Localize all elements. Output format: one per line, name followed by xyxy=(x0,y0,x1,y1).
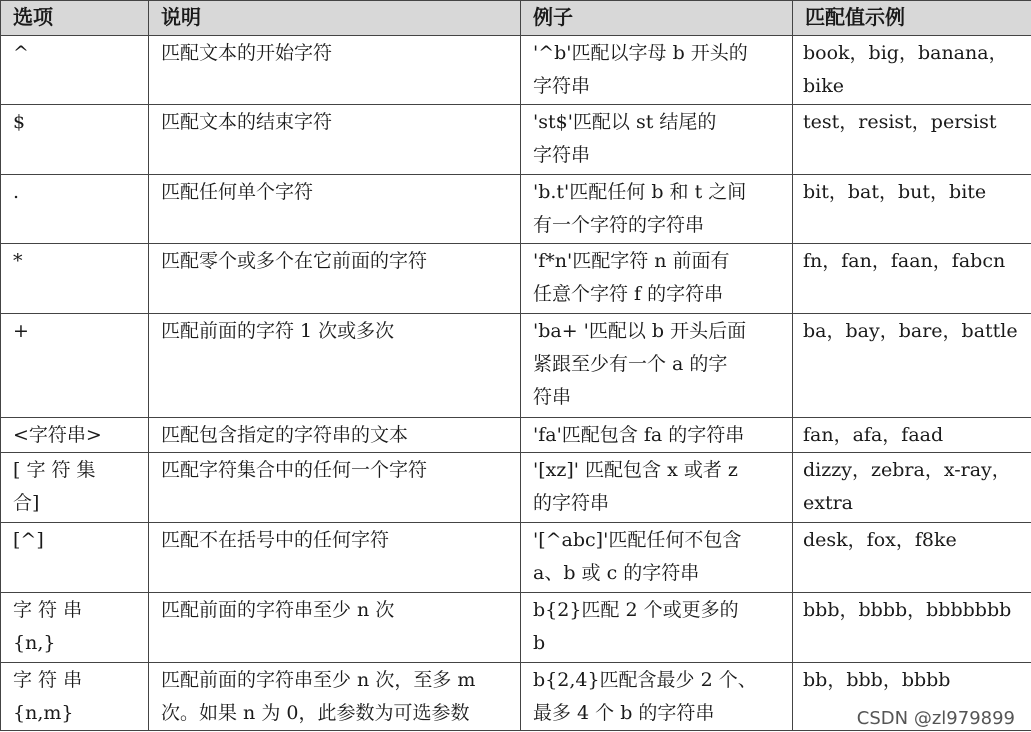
description-cell xyxy=(149,244,521,314)
cell-line: 匹配零个或多个在它前面的字符 xyxy=(161,250,428,272)
cell-line: $ xyxy=(13,111,26,133)
cell-line: b{2,4}匹配含最少 2 个、 xyxy=(533,669,757,691)
description-cell xyxy=(149,36,521,105)
description-cell xyxy=(149,453,521,523)
description-cell xyxy=(149,314,521,418)
cell-line: ba，bay，bare，battle xyxy=(803,320,1018,342)
option-cell xyxy=(1,244,149,314)
cell-line: '[^abc]'匹配任何不包含 xyxy=(533,529,742,551)
cell-line: 'st$'匹配以 st 结尾的 xyxy=(533,111,717,133)
example-cell xyxy=(521,244,793,314)
match-examples-cell xyxy=(793,105,1031,175)
option-cell xyxy=(1,663,149,731)
table-row xyxy=(1,593,1031,663)
example-cell xyxy=(521,418,793,453)
cell-line: bbb，bbbb，bbbbbbb xyxy=(803,599,1012,621)
match-examples-cell xyxy=(793,523,1031,593)
cell-line: ^ xyxy=(13,42,29,64)
match-examples-cell xyxy=(793,593,1031,663)
example-cell xyxy=(521,36,793,105)
cell-line: 字符串 xyxy=(533,144,591,166)
cell-line: desk，fox，f8ke xyxy=(803,529,957,551)
cell-line: 合] xyxy=(13,492,40,514)
option-cell xyxy=(1,523,149,593)
option-cell xyxy=(1,105,149,175)
cell-line: extra xyxy=(803,492,854,514)
cell-line: 匹配文本的开始字符 xyxy=(161,42,333,64)
cell-line: '^b'匹配以字母 b 开头的 xyxy=(533,42,748,64)
header-row xyxy=(1,1,1031,36)
cell-line: 匹配包含指定的字符串的文本 xyxy=(161,424,409,446)
table-row xyxy=(1,36,1031,105)
cell-line: 匹配前面的字符 1 次或多次 xyxy=(161,320,395,342)
cell-line: bit，bat，but，bite xyxy=(803,181,987,203)
cell-line: b{2}匹配 2 个或更多的 xyxy=(533,599,739,621)
table-row xyxy=(1,523,1031,593)
cell-line: dizzy，zebra，x-ray， xyxy=(803,459,1011,481)
description-cell xyxy=(149,418,521,453)
example-cell xyxy=(521,314,793,418)
example-cell xyxy=(521,593,793,663)
match-examples-cell xyxy=(793,453,1031,523)
match-examples-cell xyxy=(793,244,1031,314)
cell-line: a、b 或 c 的字符串 xyxy=(533,562,700,584)
table-row xyxy=(1,453,1031,523)
cell-line: '[xz]' 匹配包含 x 或者 z xyxy=(533,459,738,481)
watermark: CSDN @zl979899 xyxy=(856,708,1015,729)
example-cell xyxy=(521,175,793,244)
option-cell xyxy=(1,314,149,418)
cell-line: <字符串> xyxy=(13,424,102,446)
match-examples-cell xyxy=(793,36,1031,105)
cell-line: 匹配字符集合中的任何一个字符 xyxy=(161,459,428,481)
cell-line: {n,} xyxy=(13,632,56,654)
match-examples-cell xyxy=(793,175,1031,244)
table-row xyxy=(1,175,1031,244)
description-cell xyxy=(149,175,521,244)
cell-line: 符串 xyxy=(533,386,572,408)
cell-line: 'ba+ '匹配以 b 开头后面 xyxy=(533,320,747,342)
table-row xyxy=(1,244,1031,314)
table-row xyxy=(1,314,1031,418)
description-cell xyxy=(149,663,521,731)
cell-line: bb，bbb，bbbb xyxy=(803,669,951,691)
cell-line: 紧跟至少有一个 a 的字 xyxy=(533,353,728,375)
match-examples-cell xyxy=(793,418,1031,453)
header-option: 选项 xyxy=(1,1,149,36)
cell-line: 任意个字符 f 的字符串 xyxy=(533,283,724,305)
cell-line: 字 符 串 xyxy=(13,669,83,691)
option-cell xyxy=(1,175,149,244)
match-examples-cell xyxy=(793,314,1031,418)
cell-line: b xyxy=(533,632,546,654)
cell-line: . xyxy=(13,181,20,203)
example-cell xyxy=(521,453,793,523)
header-description: 说明 xyxy=(149,1,521,36)
cell-line: bike xyxy=(803,75,844,97)
cell-line: 匹配文本的结束字符 xyxy=(161,111,333,133)
option-cell xyxy=(1,593,149,663)
cell-line: 匹配任何单个字符 xyxy=(161,181,314,203)
description-cell xyxy=(149,593,521,663)
option-cell xyxy=(1,36,149,105)
cell-line: [ 字 符 集 xyxy=(13,459,96,481)
cell-line: {n,m} xyxy=(13,702,74,724)
cell-line: [^] xyxy=(13,529,44,551)
example-cell xyxy=(521,523,793,593)
cell-line: 匹配前面的字符串至少 n 次，至多 m xyxy=(161,669,476,691)
description-cell xyxy=(149,105,521,175)
cell-line: fan，afa，faad xyxy=(803,424,944,446)
header-example: 例子 xyxy=(521,1,793,36)
example-cell xyxy=(521,663,793,731)
cell-line: 字符串 xyxy=(533,75,591,97)
cell-line: 的字符串 xyxy=(533,492,610,514)
description-cell xyxy=(149,523,521,593)
cell-line: + xyxy=(13,320,29,342)
cell-line: 匹配不在括号中的任何字符 xyxy=(161,529,390,551)
cell-line: 次。如果 n 为 0，此参数为可选参数 xyxy=(161,702,470,724)
option-cell xyxy=(1,418,149,453)
header-match-examples: 匹配值示例 xyxy=(793,1,1031,36)
cell-line: 有一个字符的字符串 xyxy=(533,214,705,236)
cell-line: book，big，banana， xyxy=(803,42,1008,64)
cell-line: 'f*n'匹配字符 n 前面有 xyxy=(533,250,730,272)
table-row xyxy=(1,418,1031,453)
cell-line: 'b.t'匹配任何 b 和 t 之间 xyxy=(533,181,747,203)
example-cell xyxy=(521,105,793,175)
cell-line: 最多 4 个 b 的字符串 xyxy=(533,702,715,724)
option-cell xyxy=(1,453,149,523)
table-row xyxy=(1,105,1031,175)
cell-line: 'fa'匹配包含 fa 的字符串 xyxy=(533,424,745,446)
cell-line: test，resist，persist xyxy=(803,111,997,133)
cell-line: fn，fan，faan，fabcn xyxy=(803,250,1006,272)
cell-line: * xyxy=(13,250,23,272)
cell-line: 匹配前面的字符串至少 n 次 xyxy=(161,599,395,621)
cell-line: 字 符 串 xyxy=(13,599,83,621)
